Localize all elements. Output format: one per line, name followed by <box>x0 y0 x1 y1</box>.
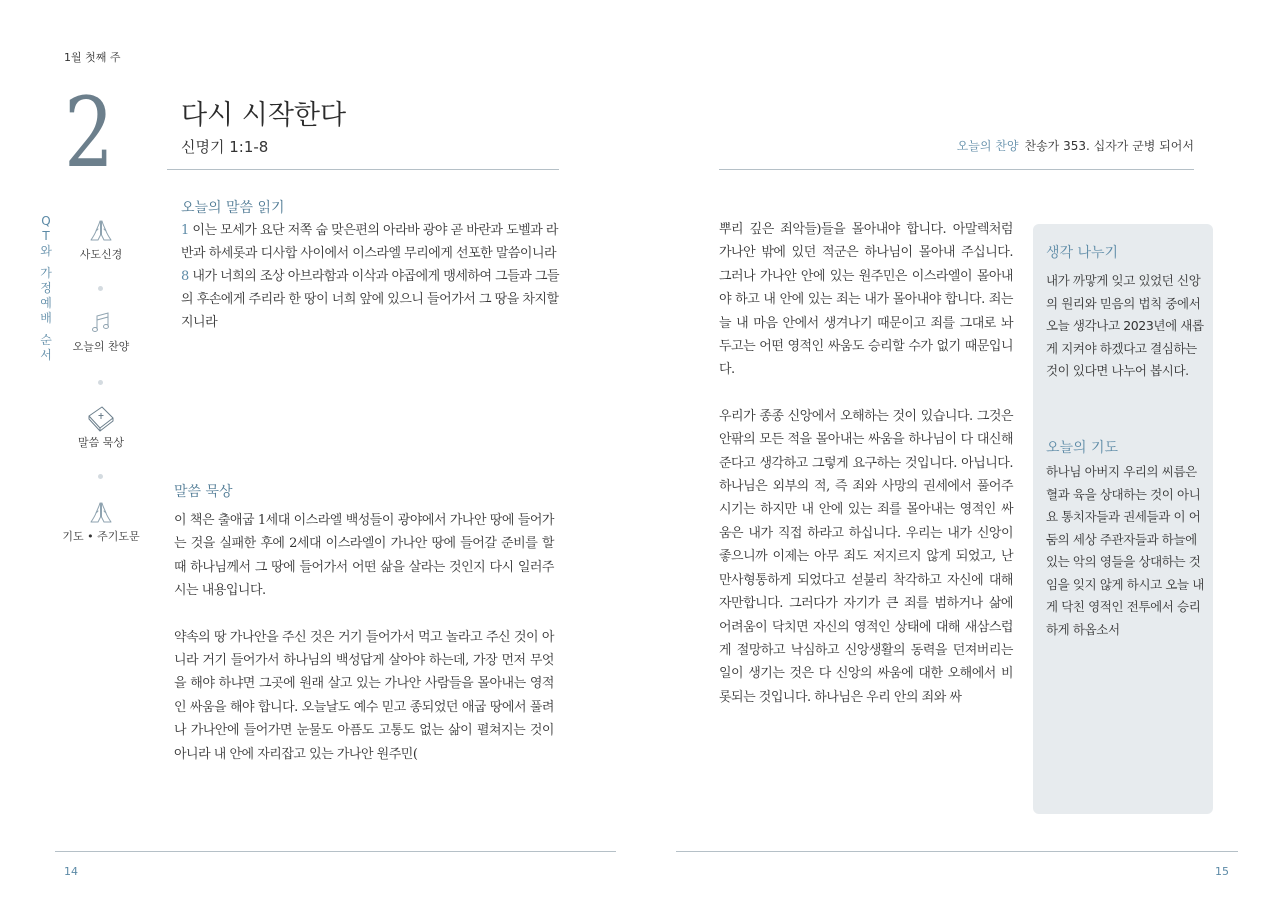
day-number: 2 <box>64 77 111 189</box>
order-label: 오늘의 찬양 <box>72 340 130 353</box>
order-item-prayer <box>60 500 142 544</box>
divider <box>167 169 559 170</box>
share-heading: 생각 나누기 <box>1046 245 1119 261</box>
praying-hands-icon <box>60 500 142 526</box>
paragraph: 이 책은 출애굽 1세대 이스라엘 백성들이 광야에서 가나안 땅에 들어가는 것을 실패한 후에 2세대 이스라엘이 가나안 땅에 들어갈 준비를 할 때 하나님께서 그 땅에 들어가서 어떤 삶을 살라는 것인지 다시 일러주시는 내용입니다. <box>174 513 554 599</box>
order-label: 기도 • 주기도문 <box>62 530 140 543</box>
share-text: 내가 까맣게 잊고 있었던 신앙의 원리와 믿음의 법칙 중에서 오늘 생각나고 2023년에 새롭게 지켜야 하겠다고 결심하는 것이 있다면 나누어 봅시다. <box>1046 273 1204 378</box>
bible-book-icon <box>60 404 142 432</box>
order-label: 말씀 묵상 <box>77 436 124 449</box>
vertical-label-char: 배 <box>40 311 52 325</box>
vertical-label-char: 가 <box>40 266 52 280</box>
meditation-continued <box>719 218 1013 709</box>
divider <box>676 851 1238 852</box>
page-number-left: 14 <box>64 865 78 878</box>
verse-text: 내가 너희의 조상 아브라함과 이삭과 야곱에게 맹세하여 그들과 그들의 후손에게 주리라 한 땅이 너희 앞에 있으니 들어가서 그 땅을 차지할지니라 <box>181 269 560 330</box>
hymn-label: 오늘의 찬양 <box>956 139 1019 153</box>
separator-dot <box>98 474 103 479</box>
vertical-label-char: 서 <box>40 348 52 362</box>
vertical-label-char: 순 <box>40 333 52 347</box>
divider <box>719 169 1194 170</box>
verse <box>181 265 561 334</box>
verse <box>181 219 561 265</box>
vertical-label-char: 정 <box>40 281 52 295</box>
week-label: 1월 첫째 주 <box>64 51 121 64</box>
prayer-text: 하나님 아버지 우리의 씨름은 혈과 육을 상대하는 것이 아니요 통치자들과 권세들과 이 어둠의 세상 주관자들과 하늘에 있는 악의 영들을 상대하는 것임을 잊지 않게 하시고 오늘 내게 닥친 영적인 전투에서 승리하게 하옵소서 <box>1046 464 1204 637</box>
music-note-icon <box>60 310 142 336</box>
meditation-heading: 말씀 묵상 <box>174 484 233 500</box>
prayer-heading: 오늘의 기도 <box>1046 440 1119 456</box>
vertical-label-char: 예 <box>40 296 52 310</box>
paragraph: 우리가 종종 신앙에서 오해하는 것이 있습니다. 그것은 안팎의 모든 적을 몰아내는 싸움을 하나님이 다 대신해준다고 생각하고 그렇게 요구하는 것입니다. 아닙니다. 하나님은 외부의 적, 즉 죄와 사망의 권세에서 풀어주시기는 하지만 내 안에 있는 죄를 몰아내는 영적인 싸움은 내가 직접 하라고 하십니다. 우리는 내가 신앙이 좋으니까 이제는 아무 죄도 저지르지 않게 되었고, 난 만사형통하게 되었다고 섣불리 착각하고 자신에 대해 자만합니다. 그러다가 자기가 큰 죄를 범하거나 삶에 어려움이 닥치면 자신의 영적인 상태에 대해 새삼스럽게 절망하고 낙심하고 신앙생활의 동력을 던져버리는 일이 생기는 것은 다 신앙의 싸움에 대한 오해에서 비롯되는 것입니다. 하나님은 우리 안의 죄와 싸 <box>719 408 1013 705</box>
vertical-section-label <box>38 214 54 363</box>
vertical-label-char: Q <box>41 214 51 228</box>
reading-heading: 오늘의 말씀 읽기 <box>181 200 285 216</box>
order-item-creed <box>60 218 142 262</box>
page-number-right: 15 <box>1215 865 1229 878</box>
praying-hands-icon <box>60 218 142 244</box>
reading-body <box>181 219 561 334</box>
hymn-line <box>957 137 1194 154</box>
scripture-reference: 신명기 1:1-8 <box>181 138 269 156</box>
order-label: 사도신경 <box>79 248 123 261</box>
meditation-body <box>174 509 554 766</box>
separator-dot <box>98 286 103 291</box>
paragraph: 약속의 땅 가나안을 주신 것은 거기 들어가서 먹고 놀라고 주신 것이 아니라 거기 들어가서 하나님의 백성답게 살아야 하는데, 가장 먼저 무엇을 해야 하냐면 그곳에 원래 살고 있는 가나안 사람들을 몰아내는 영적인 싸움을 해야 합니다. 오늘날도 예수 믿고 종되었던 애굽 땅에서 풀려나 가나안에 들어가면 눈물도 아픔도 고통도 없는 삶이 펼쳐지는 것이 아니라 내 안에 자리잡고 있는 가나안 원주민( <box>174 629 554 762</box>
divider <box>55 851 616 852</box>
separator-dot <box>98 380 103 385</box>
order-item-hymn <box>60 310 142 354</box>
paragraph: 뿌리 깊은 죄악들)들을 몰아내야 합니다. 아말렉처럼 가나안 밖에 있던 적군은 하나님이 몰아내 주십니다. 그러나 가나안 안에 있는 원주민은 이스라엘이 몰아내야 하고 내 안에 있는 죄는 내가 몰아내야 합니다. 죄는 늘 내 마음 안에서 생겨나기 때문이고 죄를 그대로 놔두고는 어떤 영적인 싸움도 승리할 수가 없기 때문입니다. <box>719 222 1013 378</box>
order-item-meditation <box>60 404 142 450</box>
page-title: 다시 시작한다 <box>181 100 347 131</box>
vertical-label-char: T <box>42 229 50 243</box>
verse-text: 이는 모세가 요단 저쪽 숩 맞은편의 아라바 광야 곧 바란과 도벨과 라반과 하세롯과 디사합 사이에서 이스라엘 무리에게 선포한 말씀이니라 <box>181 223 558 261</box>
verse-number: 1 <box>181 223 189 238</box>
vertical-label-char: 와 <box>40 244 52 258</box>
verse-number: 8 <box>181 269 189 284</box>
hymn-value: 찬송가 353. 십자가 군병 되어서 <box>1024 139 1194 153</box>
